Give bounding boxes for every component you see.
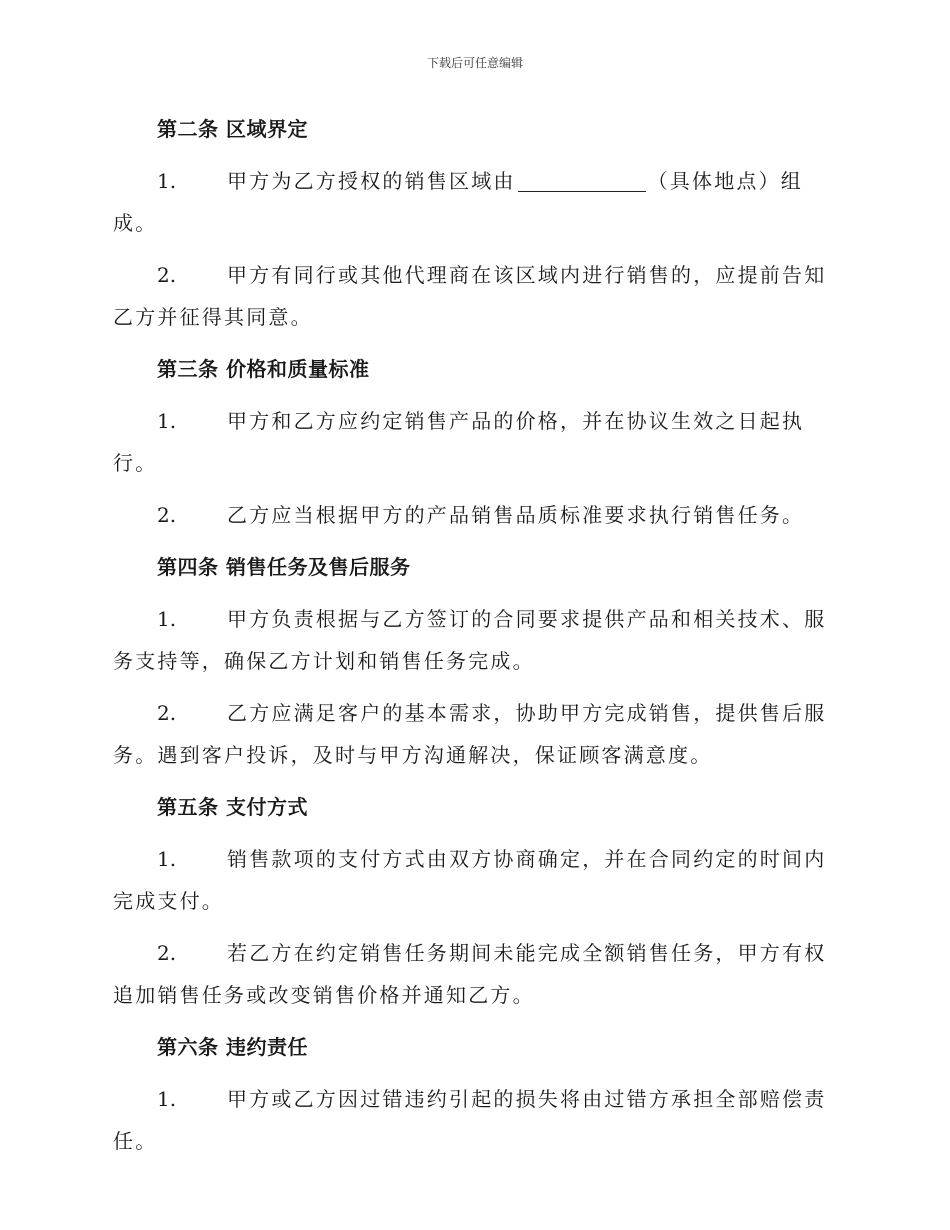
clause bbox=[113, 932, 833, 1016]
clause bbox=[113, 598, 833, 682]
section-heading: 第四条 销售任务及售后服务 bbox=[157, 555, 411, 579]
clause-text: 若乙方在约定销售任务期间未能完成全额销售任务，甲方有权追加销售任务或改变销售价格并通知乙方。 bbox=[113, 941, 827, 1007]
clause bbox=[113, 400, 833, 484]
clause-text: 甲方负责根据与乙方签订的合同要求提供产品和相关技术、服务支持等，确保乙方计划和销售任务完成。 bbox=[113, 607, 827, 673]
section-heading: 第三条 价格和质量标准 bbox=[157, 357, 370, 381]
clause bbox=[113, 838, 833, 922]
section-heading: 第五条 支付方式 bbox=[157, 795, 308, 819]
document-body bbox=[113, 108, 833, 1172]
clause-number: 1. bbox=[157, 1087, 177, 1111]
page-header: 下载后可任意编辑 bbox=[426, 56, 523, 70]
clause-text: 乙方应满足客户的基本需求，协助甲方完成销售，提供售后服务。遇到客户投诉，及时与甲方沟通解决，保证顾客满意度。 bbox=[113, 701, 827, 767]
clause-text: 乙方应当根据甲方的产品销售品质标准要求执行销售任务。 bbox=[227, 503, 805, 527]
section-heading: 第二条 区域界定 bbox=[157, 117, 308, 141]
clause-text: 销售款项的支付方式由双方协商确定，并在合同约定的时间内完成支付。 bbox=[113, 847, 827, 913]
clause-number: 2. bbox=[157, 503, 177, 527]
clause-number: 1. bbox=[157, 409, 177, 433]
fill-in-blank[interactable] bbox=[518, 165, 646, 192]
clause-text: 甲方为乙方授权的销售区域由 bbox=[227, 169, 516, 193]
clause-number: 1. bbox=[157, 169, 177, 193]
section-heading: 第六条 违约责任 bbox=[157, 1035, 308, 1059]
clause-text: 甲方和乙方应约定销售产品的价格，并在协议生效之日起执行。 bbox=[113, 409, 805, 475]
clause-number: 2. bbox=[157, 941, 177, 965]
clause-text: 甲方或乙方因过错违约引起的损失将由过错方承担全部赔偿责任。 bbox=[113, 1087, 827, 1153]
clause bbox=[113, 160, 833, 244]
clause-text: 甲方有同行或其他代理商在该区域内进行销售的，应提前告知乙方并征得其同意。 bbox=[113, 263, 827, 329]
clause bbox=[113, 692, 833, 776]
clause-number: 2. bbox=[157, 701, 177, 725]
clause-text: （具体地点）组成。 bbox=[113, 169, 804, 235]
clause bbox=[113, 494, 833, 536]
clause-number: 1. bbox=[157, 847, 177, 871]
clause bbox=[113, 254, 833, 338]
clause-number: 1. bbox=[157, 607, 177, 631]
clause-number: 2. bbox=[157, 263, 177, 287]
clause bbox=[113, 1078, 833, 1162]
